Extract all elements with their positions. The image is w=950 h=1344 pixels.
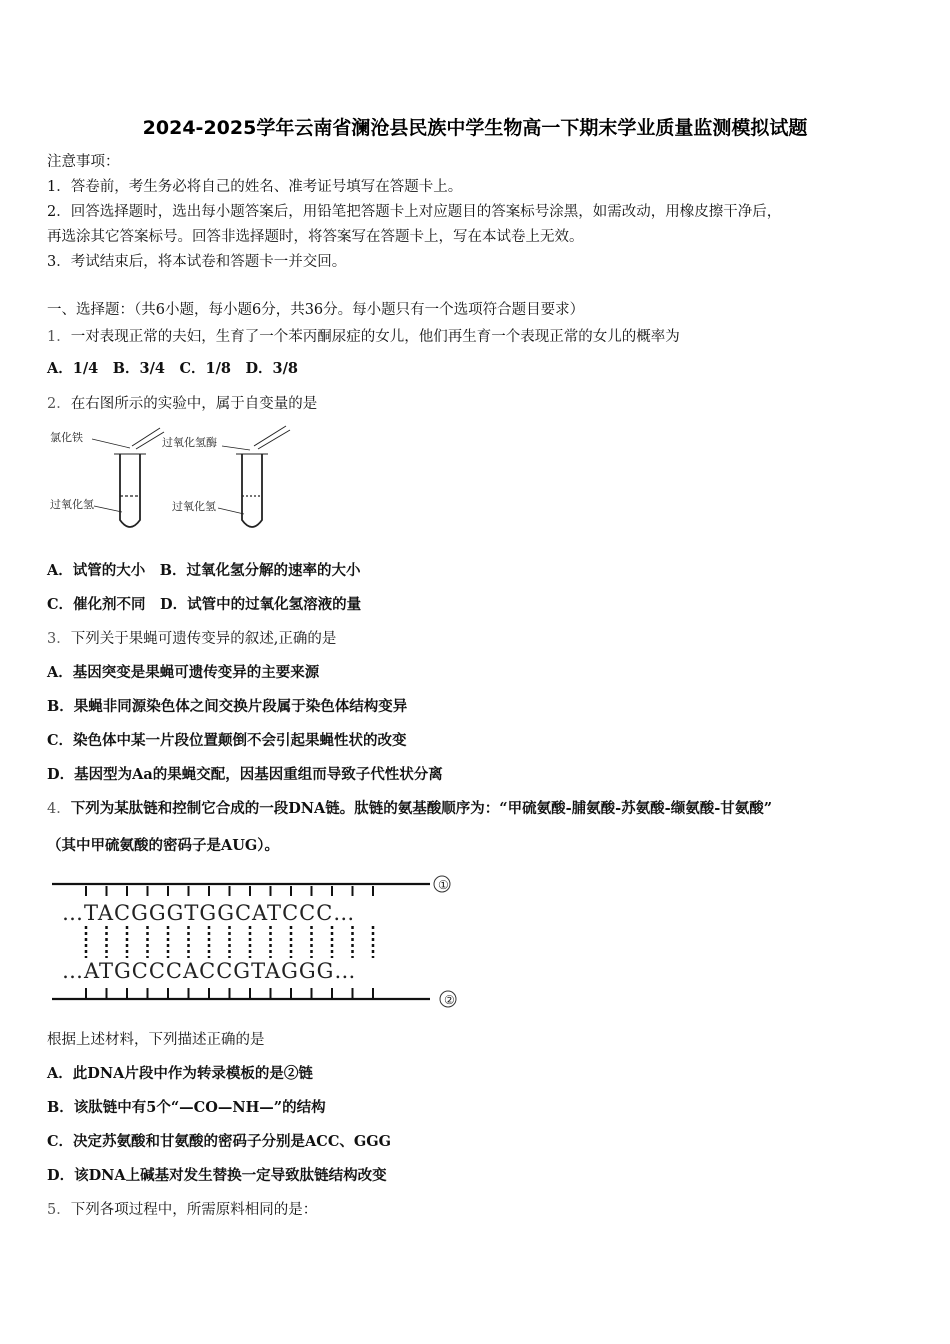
section-heading: 一、选择题：（共6小题，每小题6分，共36分。每小题只有一个选项符合题目要求） <box>47 302 585 318</box>
question-3 <box>47 629 336 649</box>
left-top-label: 氯化铁 <box>50 431 83 444</box>
option: D．该DNA上碱基对发生替换一定导致肽链结构改变 <box>47 1167 387 1184</box>
question-4-stem: 根据上述材料，下列描述正确的是 <box>47 1032 265 1048</box>
question-text: 下列各项过程中，所需原料相同的是： <box>70 1202 318 1218</box>
left-test-tube <box>92 428 164 527</box>
option: B．果蝇非同源染色体之间交换片段属于染色体结构变异 <box>47 698 408 715</box>
right-top-label: 过氧化氢酶 <box>162 436 217 449</box>
notice-heading: 注意事项： <box>47 154 120 170</box>
question-text: 下列为某肽链和控制它合成的一段DNA链。肽链的氨基酸顺序为：“甲硫氨酸-脯氨酸-苏氨酸-缬氨酸-甘氨酸” <box>70 800 773 817</box>
option: A．基因突变是果蝇可遗传变异的主要来源 <box>47 664 320 681</box>
question-2 <box>47 394 317 414</box>
notice-item: 1．答卷前，考生务必将自己的姓名、准考证号填写在答题卡上。 <box>47 179 463 195</box>
right-bottom-label: 过氧化氢 <box>172 500 216 513</box>
question-number: 5． <box>47 1202 71 1218</box>
notice-item: 2．回答选择题时，选出每小题答案后，用铅笔把答题卡上对应题目的答案标号涂黑，如需改动，用橡皮擦干净后， <box>47 204 782 220</box>
question-4 <box>47 799 772 819</box>
question-text: 下列关于果蝇可遗传变异的叙述,正确的是 <box>70 631 337 647</box>
dna-strand-2: …ATGCCCACCGTAGGG… <box>62 959 357 983</box>
right-test-tube <box>218 426 290 527</box>
question-5 <box>47 1200 317 1220</box>
option: D．基因型为Aa的果蝇交配，因基因重组而导致子代性状分离 <box>47 766 443 783</box>
question-2-options: A．试管的大小 B．过氧化氢分解的速率的大小 <box>47 562 361 579</box>
question-number: 3． <box>47 631 71 647</box>
page-title: 2024-2025学年云南省澜沧县民族中学生物高一下期末学业质量监测模拟试题 <box>142 117 808 139</box>
dna-strand-1: …TACGGGTGGCATCCC… <box>62 901 356 925</box>
question-1 <box>47 327 680 347</box>
option: C．染色体中某一片段位置颠倒不会引起果蝇性状的改变 <box>47 732 407 749</box>
option: C．决定苏氨酸和甘氨酸的密码子分别是ACC、GGG <box>47 1133 392 1150</box>
question-number: 1． <box>47 329 71 345</box>
left-bottom-label: 过氧化氢 <box>50 498 94 511</box>
notice-item: 再选涂其它答案标号。回答非选择题时，将答案写在答题卡上，写在本试卷上无效。 <box>47 229 584 245</box>
option: B．该肽链中有5个“—CO—NH—”的结构 <box>47 1099 326 1116</box>
question-text: 一对表现正常的夫妇，生育了一个苯丙酮尿症的女儿，他们再生育一个表现正常的女儿的概率为 <box>70 329 680 345</box>
test-tube-figure <box>50 422 310 542</box>
dna-diagram <box>48 868 468 1010</box>
strand-label-2: ② <box>444 993 455 1007</box>
question-2-options: C．催化剂不同 D．试管中的过氧化氢溶液的量 <box>47 596 362 613</box>
question-1-options: A．1/4 B．3/4 C．1/8 D．3/8 <box>47 360 299 377</box>
question-4-line2: （其中甲硫氨酸的密码子是AUG）。 <box>47 837 280 854</box>
option: A．此DNA片段中作为转录模板的是②链 <box>47 1065 313 1082</box>
notice-item: 3．考试结束后，将本试卷和答题卡一并交回。 <box>47 254 347 270</box>
question-number: 2． <box>47 396 71 412</box>
question-number: 4． <box>47 801 71 817</box>
strand-label-1: ① <box>438 878 449 892</box>
question-text: 在右图所示的实验中，属于自变量的是 <box>70 396 318 412</box>
